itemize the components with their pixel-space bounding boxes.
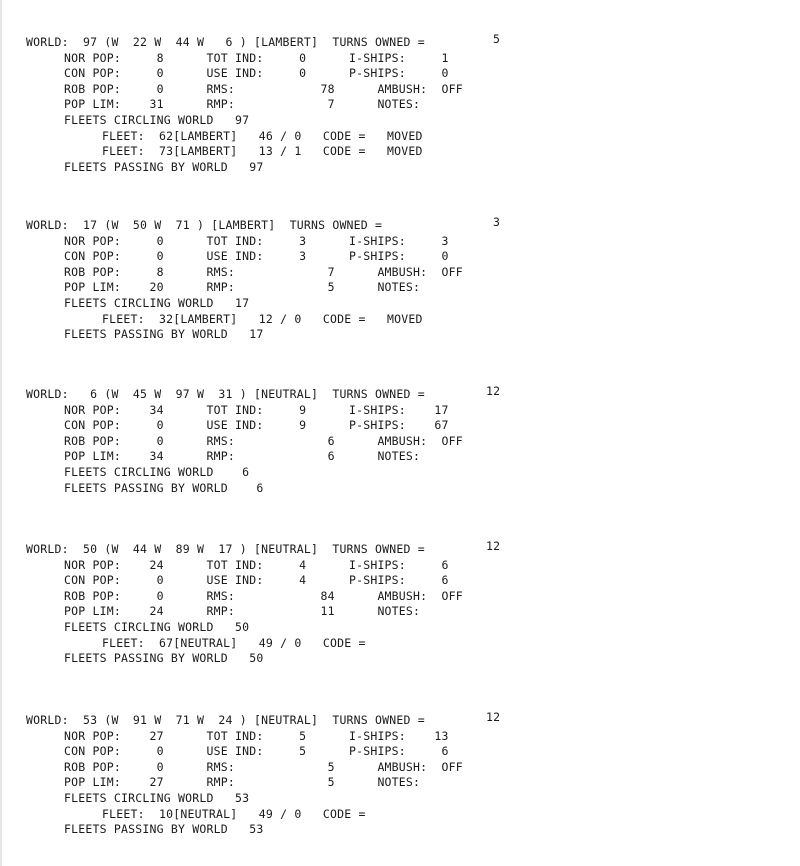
- fleets-passing-heading: FLEETS PASSING BY WORLD 17: [64, 327, 264, 342]
- fleets-passing-heading: FLEETS PASSING BY WORLD 6: [64, 480, 264, 495]
- world-header: WORLD: 6 (W 45 W 97 W 31 ) [NEUTRAL] TURNS OWNED =: [26, 387, 425, 401]
- stats-row: CON POP: 0 USE IND: 0 P-SHIPS: 0: [64, 66, 449, 81]
- stats-row: ROB POP: 0 RMS: 78 AMBUSH: OFF: [64, 81, 463, 96]
- stats-row: CON POP: 0 USE IND: 4 P-SHIPS: 6: [64, 573, 449, 588]
- stats-row: NOR POP: 34 TOT IND: 9 I-SHIPS: 17: [64, 402, 449, 417]
- fleets-passing-heading: FLEETS PASSING BY WORLD 50: [64, 651, 264, 666]
- stats-row: POP LIM: 34 RMP: 6 NOTES:: [64, 449, 421, 464]
- world-header: WORLD: 17 (W 50 W 71 ) [LAMBERT] TURNS OWNED =: [26, 218, 383, 232]
- stats-row: CON POP: 0 USE IND: 3 P-SHIPS: 0: [64, 249, 449, 264]
- fleet-entry: FLEET: 67[NEUTRAL] 49 / 0 CODE =: [102, 635, 366, 650]
- fleets-circling-heading: FLEETS CIRCLING WORLD 6: [64, 465, 250, 479]
- stats-row: NOR POP: 27 TOT IND: 5 I-SHIPS: 13: [64, 728, 449, 743]
- stats-row: NOR POP: 24 TOT IND: 4 I-SHIPS: 6: [64, 557, 449, 572]
- stats-row: ROB POP: 0 RMS: 5 AMBUSH: OFF: [64, 759, 463, 774]
- fleets-circling-heading: FLEETS CIRCLING WORLD 17: [64, 296, 250, 310]
- paper-edge: [0, 0, 2, 866]
- world-header: WORLD: 53 (W 91 W 71 W 24 ) [NEUTRAL] TURNS OWNED =: [26, 713, 425, 727]
- fleet-entry: FLEET: 10[NEUTRAL] 49 / 0 CODE =: [102, 806, 366, 821]
- world-header: WORLD: 50 (W 44 W 89 W 17 ) [NEUTRAL] TURNS OWNED =: [26, 542, 425, 556]
- fleet-entry: FLEET: 62[LAMBERT] 46 / 0 CODE = MOVED: [102, 128, 423, 143]
- world-header: WORLD: 97 (W 22 W 44 W 6 ) [LAMBERT] TURNS OWNED =: [26, 35, 425, 49]
- stats-row: NOR POP: 8 TOT IND: 0 I-SHIPS: 1: [64, 50, 449, 65]
- fleet-entry: FLEET: 32[LAMBERT] 12 / 0 CODE = MOVED: [102, 311, 423, 326]
- turns-owned-value: 12: [486, 710, 501, 724]
- fleets-passing-heading: FLEETS PASSING BY WORLD 53: [64, 822, 264, 837]
- turns-owned-value: 12: [486, 384, 501, 398]
- stats-row: NOR POP: 0 TOT IND: 3 I-SHIPS: 3: [64, 233, 449, 248]
- turns-owned-value: 5: [493, 32, 501, 46]
- fleets-circling-heading: FLEETS CIRCLING WORLD 97: [64, 113, 250, 127]
- fleets-circling-heading: FLEETS CIRCLING WORLD 53: [64, 791, 250, 805]
- fleet-entry: FLEET: 73[LAMBERT] 13 / 1 CODE = MOVED: [102, 144, 423, 159]
- stats-row: ROB POP: 8 RMS: 7 AMBUSH: OFF: [64, 264, 463, 279]
- stats-row: ROB POP: 0 RMS: 6 AMBUSH: OFF: [64, 433, 463, 448]
- stats-row: POP LIM: 20 RMP: 5 NOTES:: [64, 280, 421, 295]
- turns-owned-value: 3: [493, 215, 501, 229]
- stats-row: CON POP: 0 USE IND: 5 P-SHIPS: 6: [64, 744, 449, 759]
- turns-owned-value: 12: [486, 539, 501, 553]
- fleets-passing-heading: FLEETS PASSING BY WORLD 97: [64, 159, 264, 174]
- stats-row: CON POP: 0 USE IND: 9 P-SHIPS: 67: [64, 418, 449, 433]
- fleets-circling-heading: FLEETS CIRCLING WORLD 50: [64, 620, 250, 634]
- stats-row: POP LIM: 27 RMP: 5 NOTES:: [64, 775, 421, 790]
- stats-row: POP LIM: 31 RMP: 7 NOTES:: [64, 97, 421, 112]
- stats-row: ROB POP: 0 RMS: 84 AMBUSH: OFF: [64, 588, 463, 603]
- stats-row: POP LIM: 24 RMP: 11 NOTES:: [64, 604, 421, 619]
